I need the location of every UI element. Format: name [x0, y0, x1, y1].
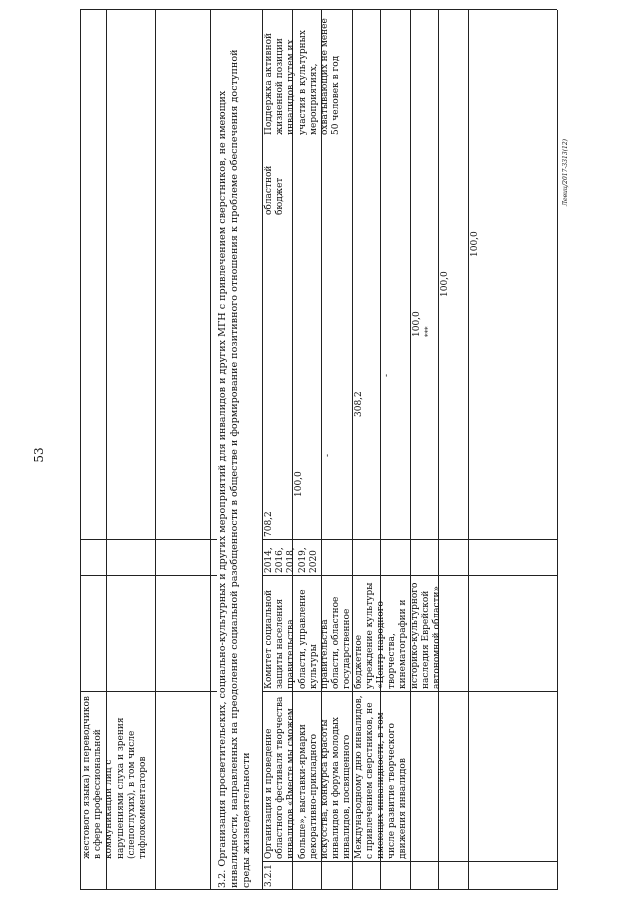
document-page [80, 10, 557, 890]
years-cell: 2014, 2016, 2018, 2019, 2020 [264, 547, 319, 573]
section-title: 3.2. Организация просветительских, социально-культурных и других мероприятий для инвалидов и других МГН с привлечением сверстников, не имеющих инвалидности, направленных на преодоление социальной разобщенности в обществе и формирование позитивного отношения к проблеме обеспечения доступной среды жизнедеятельности [217, 49, 252, 888]
event-cell: Организация и проведение областного фестиваля творчества инвалидов «Вместе мы сможем больше», выставки-ярмарки декоративно-прикладного искусства, конкурса красоты инвалидов и форума молодых инвалидов, посвященного Международному дню инвалидов, с привлечением сверстников, не имеющих инвалидности, в том числе развитие творческого движения инвалидов [264, 695, 409, 859]
value-3: 308,2 [354, 391, 364, 417]
page-number: 53 [32, 447, 46, 463]
row-number: 3.2.1 [264, 864, 274, 887]
value-2: - [323, 453, 333, 457]
value-5: 100,0 *** [412, 311, 433, 337]
footer-note: Левиц/2017-3313(12) [562, 138, 569, 206]
value-4: - [382, 373, 392, 377]
result-cell: Поддержка активной жизненной позиции инвалидов путем их участия в культурных мероприятиях, охватывающих не менее 50 человек в год [264, 18, 342, 135]
value-1: 100,0 [294, 471, 304, 497]
value-7: 100,0 [470, 231, 480, 257]
value-6: 100,0 [440, 271, 450, 297]
executor-cell: Комитет социальной защиты населения правительства области, управление культуры правительства области, областное государственное бюджетное учреждение культуры «Центр народного творчества, кинематографии и историко-культурного наследия Еврейской автономной области» [264, 582, 443, 689]
total-cell: 708,2 [264, 511, 274, 537]
source-cell: областной бюджет [264, 165, 286, 215]
prev-row-text: жестового языка) и переводчиков в сфере профессиональной коммуникации лиц с нарушениями слуха и зрения (слепоглухих), в том числе тифлокомментаторов [82, 696, 149, 859]
